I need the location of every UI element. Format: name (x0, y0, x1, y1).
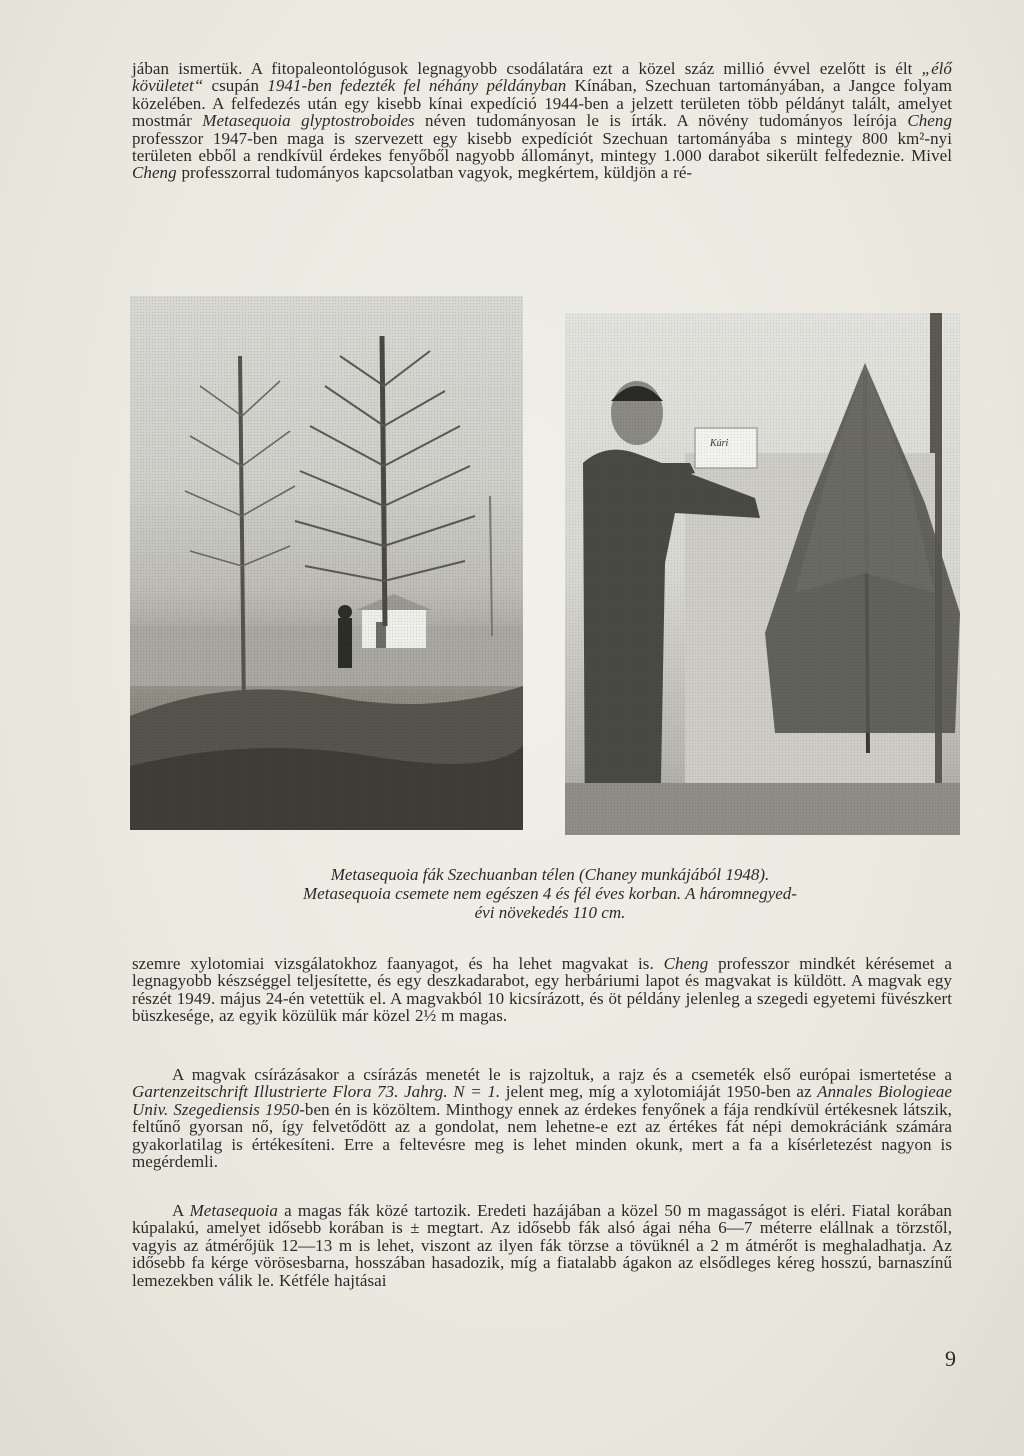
text-run: Cheng (132, 163, 177, 183)
text-run: professzor 1947-ben maga is szervezett egy kisebb expedíciót Szechuan tartományába s mintegy 800 km²-nyi területen ebből a rendkívül érdekes fenyőből nagyobb állományt, mintegy 1.000 darabot sikerült felfedeznie. Mivel (132, 128, 952, 166)
photo-man-sapling (565, 313, 960, 835)
paragraph-4 (132, 1202, 952, 1289)
text-run: professzorral tudományos kapcsolatban vagyok, megkértem, küldjön a ré- (176, 163, 693, 183)
caption-line-1: Metasequoia fák Szechuanban télen (Chaney munkájából 1948). (330, 865, 770, 884)
paragraph-1-text (132, 60, 952, 182)
text-run: A (172, 1201, 190, 1220)
text-run: 1941-ben fedezték fel néhány példányban (267, 76, 567, 96)
paragraph-3-text (132, 1066, 952, 1170)
caption-line-2: Metasequoia csemete nem egészen 4 és fél éves korban. A háromnegyed- (303, 884, 797, 903)
text-run: „élő kövületet“ (132, 59, 952, 96)
paragraph-2 (132, 955, 952, 1025)
paragraph-2-text (132, 955, 952, 1025)
text-run: jelent meg, míg a xylotomiáját 1950-ben az (500, 1082, 818, 1102)
caption-line-3: évi növekedés 110 cm. (474, 903, 626, 922)
paragraph-3 (132, 1066, 952, 1170)
text-run: Metasequoia glyptostroboides (202, 111, 415, 131)
text-run: -ben én is közöltem. Minthogy ennek az érdekes fenyőnek a fája rendkívül értékesnek látszik, feltűnő gyorsan nő, így felvetődött az a gondolat, nem lehetne-e ezt az értékes fát népi demokráciánk számára gyakorlatilag is értékesíteni. Erre a feltevésre meg is lehet minden okunk, mert a fa a kísérletezést nagyon is megérdemli. (132, 1099, 952, 1172)
photo-caption (150, 865, 950, 922)
text-run: A magvak csírázásakor a csírázás menetét le is rajzoltuk, a rajz és a csemeték első európai ismertetése a (172, 1065, 952, 1084)
text-run: néven tudományosan le is írták. A növény tudományos leírója (414, 111, 908, 131)
sapling-illustration (565, 313, 960, 835)
text-run: professzor mindkét kérésemet a legnagyobb készséggel teljesítette, és egy deszkadarabot, egy herbáriumi lapot és magvakat is küldött. A magvak egy részét 1949. május 24-én vetettük el. A magvakból 10 kicsírázott, és öt példány jelenleg a szegedi egyetemi füvészkert büszkesége, az egyik közülük már közel 2½ m magas. (132, 954, 952, 1026)
text-run: Metasequoia (189, 1201, 278, 1220)
text-run: Annales Biologieae Univ. Szegediensis 1950 (132, 1082, 952, 1119)
paragraph-1 (132, 60, 952, 182)
photo-winter-trees (130, 296, 523, 830)
text-run: jában ismertük. A fitopaleontológusok legnagyobb csodálatára ezt a közel száz millió évvel ezelőtt is élt (132, 59, 922, 78)
winter-tree-illustration (130, 296, 523, 830)
text-run: Cheng (907, 111, 952, 131)
text-run: Cheng (663, 954, 709, 973)
page-number: 9 (945, 1346, 956, 1371)
text-run: Kínában, Szechuan tartományában, a Jangce folyam közelében. A felfedezés után egy kisebb kínai expedíció 1944-ben a jelzett területen több példányt talált, amelyet mostmár (132, 76, 953, 131)
paragraph-4-text (132, 1202, 952, 1289)
text-run: szemre xylotomiai vizsgálatokhoz faanyagot, és ha lehet magvakat is. (132, 954, 664, 973)
text-run: csupán (203, 76, 268, 96)
text-run: a magas fák közé tartozik. Eredeti hazájában a közel 50 m magasságot is eléri. Fiatal korában kúpalakú, amelyet idősebb korában is ± megtart. Az idősebb fák alsó ágai néha 6—7 méterre elállnak a törzstől, vagyis az átmérőjük 12—13 m is lehet, viszont az ilyen fák törzse a tövüknél a 2 m átmérőt is meghaladhatja. Az idősebb fa kérge vörösesbarna, hosszában hasadozik, míg a fiatalabb ágakon az elsődleges kéreg hosszú, barnaszínű lemezekben válik le. Kétféle hajtásai (132, 1201, 952, 1290)
text-run: Gartenzeitschrift Illustrierte Flora 73. Jahrg. N = 1. (132, 1082, 501, 1102)
